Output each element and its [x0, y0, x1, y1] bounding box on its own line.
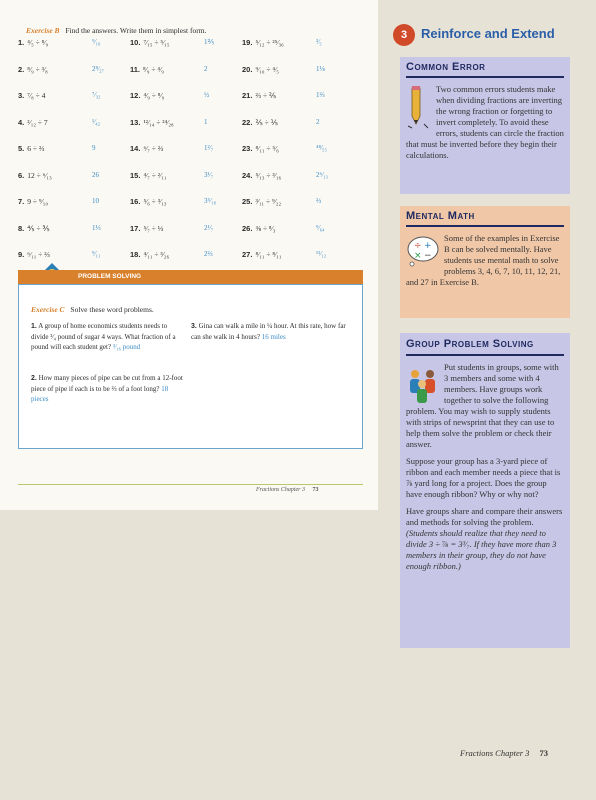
problem-number: 12. — [130, 91, 141, 100]
exercise-c-instruction: Solve these word problems. — [70, 305, 154, 314]
problem-expression: ⁸⁄₉ ÷ ³⁄₈ — [27, 64, 48, 74]
problem-answer: ⁷⁄₃₂ — [92, 91, 101, 99]
group-paragraph-2: Suppose your group has a 3-yard piece of ribbon and each member needs a piece that is ⅞ yard long for a project. Does the group have enough ribbon? Why or why not? — [406, 456, 561, 499]
word-problem-answer: ³⁄₁₆ pound — [112, 343, 141, 351]
problem-number: 13. — [130, 117, 141, 127]
exercise-row — [18, 118, 358, 132]
word-problem-text: How many pieces of pipe can be cut from a 12-foot piece of pipe if each is to be ⅔ of a foot long? — [31, 374, 183, 393]
problem-number: 5. — [18, 144, 25, 153]
section-header — [383, 20, 593, 50]
problem-answer: ⁹⁄₁₀ — [92, 38, 101, 46]
problem-expression: ³⁄₁₁ ÷ ⁹⁄₂₂ — [255, 197, 282, 206]
problem-answer: 2 — [204, 64, 208, 73]
problem-expression: 6 ÷ ⅔ — [27, 144, 45, 153]
problem-answer: 1⅛ — [316, 64, 325, 73]
exercise-c-label: Exercise C — [31, 305, 65, 314]
problem-expression: ¹²⁄₁₄ ÷ ²⁴⁄₂₈ — [143, 117, 174, 127]
problem-expression: ⁴⁄₇ ÷ ²⁄₁₁ — [143, 170, 167, 180]
word-problem — [31, 321, 186, 352]
exercise-row — [18, 197, 358, 211]
svg-text:+: + — [424, 241, 432, 251]
problem-number: 19. — [242, 38, 253, 47]
problem-expression: ⁶⁄₁₁ ÷ ⅔ — [27, 250, 50, 259]
problem-answer: 1²⁄₇ — [204, 144, 214, 152]
exercise-row — [18, 144, 358, 158]
problem-answer: 1⅓ — [92, 223, 101, 232]
group-problem-solving-box — [400, 333, 570, 648]
word-problem-text: A group of home economics students needs to divide ³⁄₄ pound of sugar 4 ways. What fraction of a pound will each student get? — [31, 322, 176, 351]
problem-answer: ⁹⁄₁₁ — [92, 250, 101, 258]
exercise-problem — [130, 118, 174, 127]
problem-number: 8. — [18, 223, 25, 233]
svg-text:÷: ÷ — [414, 241, 422, 251]
section-title: Reinforce and Extend — [421, 26, 555, 41]
problem-number: 7. — [18, 197, 25, 206]
exercise-problem — [130, 65, 164, 74]
exercise-problem — [242, 250, 282, 259]
problem-number: 24. — [242, 170, 253, 180]
problem-answer: 9 — [92, 144, 96, 152]
exercise-problem — [18, 171, 52, 180]
problem-answer: 1⅔ — [316, 91, 325, 99]
group-problem-solving-title: Group Problem Solving — [406, 333, 564, 356]
pencil-icon — [406, 86, 432, 130]
problem-expression: ⁷⁄₈ ÷ 4 — [27, 91, 46, 100]
page-number: 73 — [539, 748, 549, 758]
word-problem — [191, 321, 351, 342]
problem-answer: 3¹⁄₇ — [204, 170, 214, 179]
svg-text:×: × — [414, 251, 422, 261]
exercise-problem — [130, 38, 170, 47]
exercise-b-header — [26, 26, 206, 35]
exercise-problem — [18, 91, 45, 100]
problem-expression: ⁴⁄₁₁ ÷ ³⁄₂₆ — [143, 250, 170, 259]
word-problem-number: 3. — [191, 323, 197, 330]
problem-number: 15. — [130, 170, 141, 180]
problem-answer: 1 — [204, 117, 208, 126]
exercise-problem — [130, 224, 163, 233]
problem-answer: 2¹⁄₇ — [204, 223, 214, 232]
exercise-problem — [242, 197, 281, 206]
problem-answer: ⁴⁸⁄₅₅ — [316, 144, 327, 152]
problem-expression: ⁵⁄₁₃ ÷ ³⁄₁₆ — [255, 170, 282, 180]
group-paragraph-3 — [406, 506, 564, 572]
exercise-problem — [130, 171, 167, 180]
problem-solving-box — [18, 284, 363, 449]
exercise-problem — [242, 118, 278, 127]
exercise-b-label: Exercise B — [26, 26, 60, 35]
problem-expression: ⁴⁄₅ ÷ ⁸⁄₉ — [27, 38, 49, 47]
exercise-row — [18, 38, 358, 52]
exercise-problem — [242, 65, 279, 74]
problem-number: 26. — [242, 223, 253, 233]
student-footer-page: 73 — [312, 487, 319, 493]
problem-expression: ⁴⁄₉ ÷ ⁸⁄₉ — [143, 91, 165, 100]
exercise-problem — [242, 38, 284, 47]
exercise-b-instruction: Find the answers. Write them in simplest form. — [65, 26, 207, 35]
exercise-problem — [242, 144, 279, 153]
problem-answer: ⅔ — [316, 197, 322, 205]
exercise-problem — [18, 250, 50, 259]
problem-expression: ⁹⁄₁₀ ÷ ⁴⁄₅ — [255, 64, 279, 74]
problem-number: 27. — [242, 250, 253, 259]
problem-answer: 2⅔ — [204, 250, 213, 258]
exercise-problem — [242, 171, 281, 180]
problem-number: 2. — [18, 64, 25, 74]
problem-answer: ⁹⁄₆₄ — [316, 223, 325, 232]
group-paragraph-3-text: Have groups share and compare their answers and methods for solving the problem. — [406, 506, 563, 527]
word-problem-text: Gina can walk a mile in ¼ hour. At this rate, how far can she walk in 4 hours? — [191, 322, 346, 341]
problem-number: 22. — [242, 117, 253, 127]
problem-expression: ⁶⁄₇ ÷ ⅔ — [143, 144, 164, 153]
exercise-row — [18, 91, 358, 105]
exercise-problem — [130, 144, 163, 153]
exercise-row — [18, 171, 358, 185]
exercise-problem — [18, 118, 48, 127]
problem-answer: ³⁄₅ — [316, 38, 322, 46]
exercise-problem — [18, 144, 45, 153]
problem-expression: ⅔ ÷ ⅖ — [255, 91, 277, 100]
word-problem-answer: 18 pieces — [31, 385, 169, 403]
exercise-problem — [130, 91, 164, 100]
student-page — [0, 0, 378, 510]
problem-expression: ⁵⁄₆ ÷ ³⁄₁₃ — [143, 197, 167, 206]
mental-math-box — [400, 206, 570, 318]
common-error-box — [400, 57, 570, 194]
problem-number: 25. — [242, 197, 253, 206]
svg-text:−: − — [424, 251, 432, 261]
exercise-problem — [18, 224, 50, 233]
problem-number: 18. — [130, 250, 141, 259]
problem-number: 17. — [130, 223, 141, 233]
common-error-title: Common Error — [406, 57, 564, 78]
problem-number: 20. — [242, 64, 253, 74]
student-footer-text: Fractions Chapter 3 — [256, 487, 305, 493]
student-page-footer — [256, 487, 319, 493]
exercise-problem — [18, 197, 48, 206]
common-error-text: Two common errors students make when dividing fractions are inverting the wrong fraction or forgetting to invert completely. To avoid these errors, students can circle the fraction that must be inverted before they begin their calculations. — [406, 84, 564, 160]
problem-number: 21. — [242, 91, 253, 100]
problem-answer: 1⅖ — [204, 38, 215, 46]
group-of-people-icon — [406, 364, 440, 404]
problem-expression: ⅘ ÷ ⅗ — [27, 223, 50, 233]
word-problem-number: 2. — [31, 375, 37, 382]
problem-number: 4. — [18, 117, 25, 127]
problem-answer: ¹¹⁄₁₂ — [316, 250, 327, 258]
problem-number: 23. — [242, 144, 253, 153]
exercise-problem — [130, 197, 167, 206]
word-problem-number: 1. — [31, 323, 37, 330]
exercise-row — [18, 224, 358, 238]
exercise-problem — [18, 38, 48, 47]
group-answer-text: (Students should realize that they need to divide 3 ÷ ⅞ = 3³⁄₇. If they have more than 3 members in their group, they do not have enough ribbon.) — [406, 528, 557, 571]
problem-expression: 9 ÷ ⁹⁄₁₀ — [27, 197, 48, 206]
mental-math-text: Some of the examples in Exercise B can be solved mentally. Have students use mental math to solve problems 3, 4, 6, 7, 10, 11, 12, 21, and 27 in Exercise B. — [406, 233, 561, 287]
problem-number: 3. — [18, 91, 25, 100]
exercise-problem — [18, 65, 48, 74]
problem-number: 10. — [130, 38, 141, 47]
problem-answer: 2⁸⁄₂₇ — [92, 64, 104, 73]
footer-divider — [18, 484, 363, 485]
problem-answer: 2 — [316, 117, 320, 126]
problem-number: 11. — [130, 64, 141, 74]
problem-answer: 26 — [92, 170, 99, 179]
word-problem — [31, 373, 186, 404]
problem-answer: ¹⁄₄₂ — [92, 117, 101, 126]
problem-expression: ⁸⁄₉ ÷ ⁴⁄₉ — [143, 64, 164, 74]
exercise-row — [18, 65, 358, 79]
problem-number: 6. — [18, 170, 25, 180]
problem-number: 16. — [130, 197, 141, 206]
word-problem-answer: 16 miles — [261, 333, 286, 341]
thought-bubble-math-icon — [406, 235, 440, 267]
exercise-problem — [242, 224, 275, 233]
problem-expression: ⁸⁄₁₁ ÷ ⁸⁄₁₁ — [255, 250, 282, 259]
problem-number: 9. — [18, 250, 25, 259]
problem-expression: ⅖ ÷ ⅕ — [255, 117, 278, 127]
problem-expression: ⁸⁄₁₁ ÷ ⁵⁄₆ — [255, 144, 279, 153]
group-paragraph-1-text: Put students in groups, some with 3 members and some with 4 members. Have groups work together to solve the following problem. You may wish to supply students with strips of newsprint that they can use to help them solve the problem or check their answer. — [406, 362, 559, 449]
exercise-problem — [242, 91, 276, 100]
problem-number: 1. — [18, 38, 25, 47]
problem-answer: 3⁵⁄₁₈ — [204, 197, 216, 205]
footer-text: Fractions Chapter 3 — [460, 748, 530, 758]
problem-answer: ½ — [204, 91, 210, 99]
problem-solving-banner: PROBLEM SOLVING — [18, 270, 363, 284]
group-paragraph-1 — [406, 362, 564, 450]
problem-answer: 2⁶⁄₁₃ — [316, 170, 328, 179]
problem-expression: ⁵⁄₁₂ ÷ ²⁵⁄₃₆ — [255, 38, 284, 47]
problem-number: 14. — [130, 144, 141, 153]
exercise-c-header — [31, 305, 154, 314]
problem-expression: 12 ÷ ⁶⁄₁₃ — [27, 170, 52, 180]
problem-expression: ⅜ ÷ ⁸⁄₃ — [255, 223, 276, 233]
problem-answer: 10 — [92, 197, 99, 205]
exercise-problem — [130, 250, 169, 259]
problem-expression: ²⁄₁₂ ÷ 7 — [27, 117, 48, 127]
problem-expression: ⁵⁄₇ ÷ ⅓ — [143, 223, 164, 233]
section-number-badge: 3 — [393, 24, 415, 46]
mental-math-title: Mental Math — [406, 206, 564, 227]
exercise-row — [18, 250, 358, 264]
problem-expression: ⁷⁄₁₅ ÷ ⁵⁄₁₅ — [143, 38, 170, 47]
page-footer — [460, 748, 548, 758]
